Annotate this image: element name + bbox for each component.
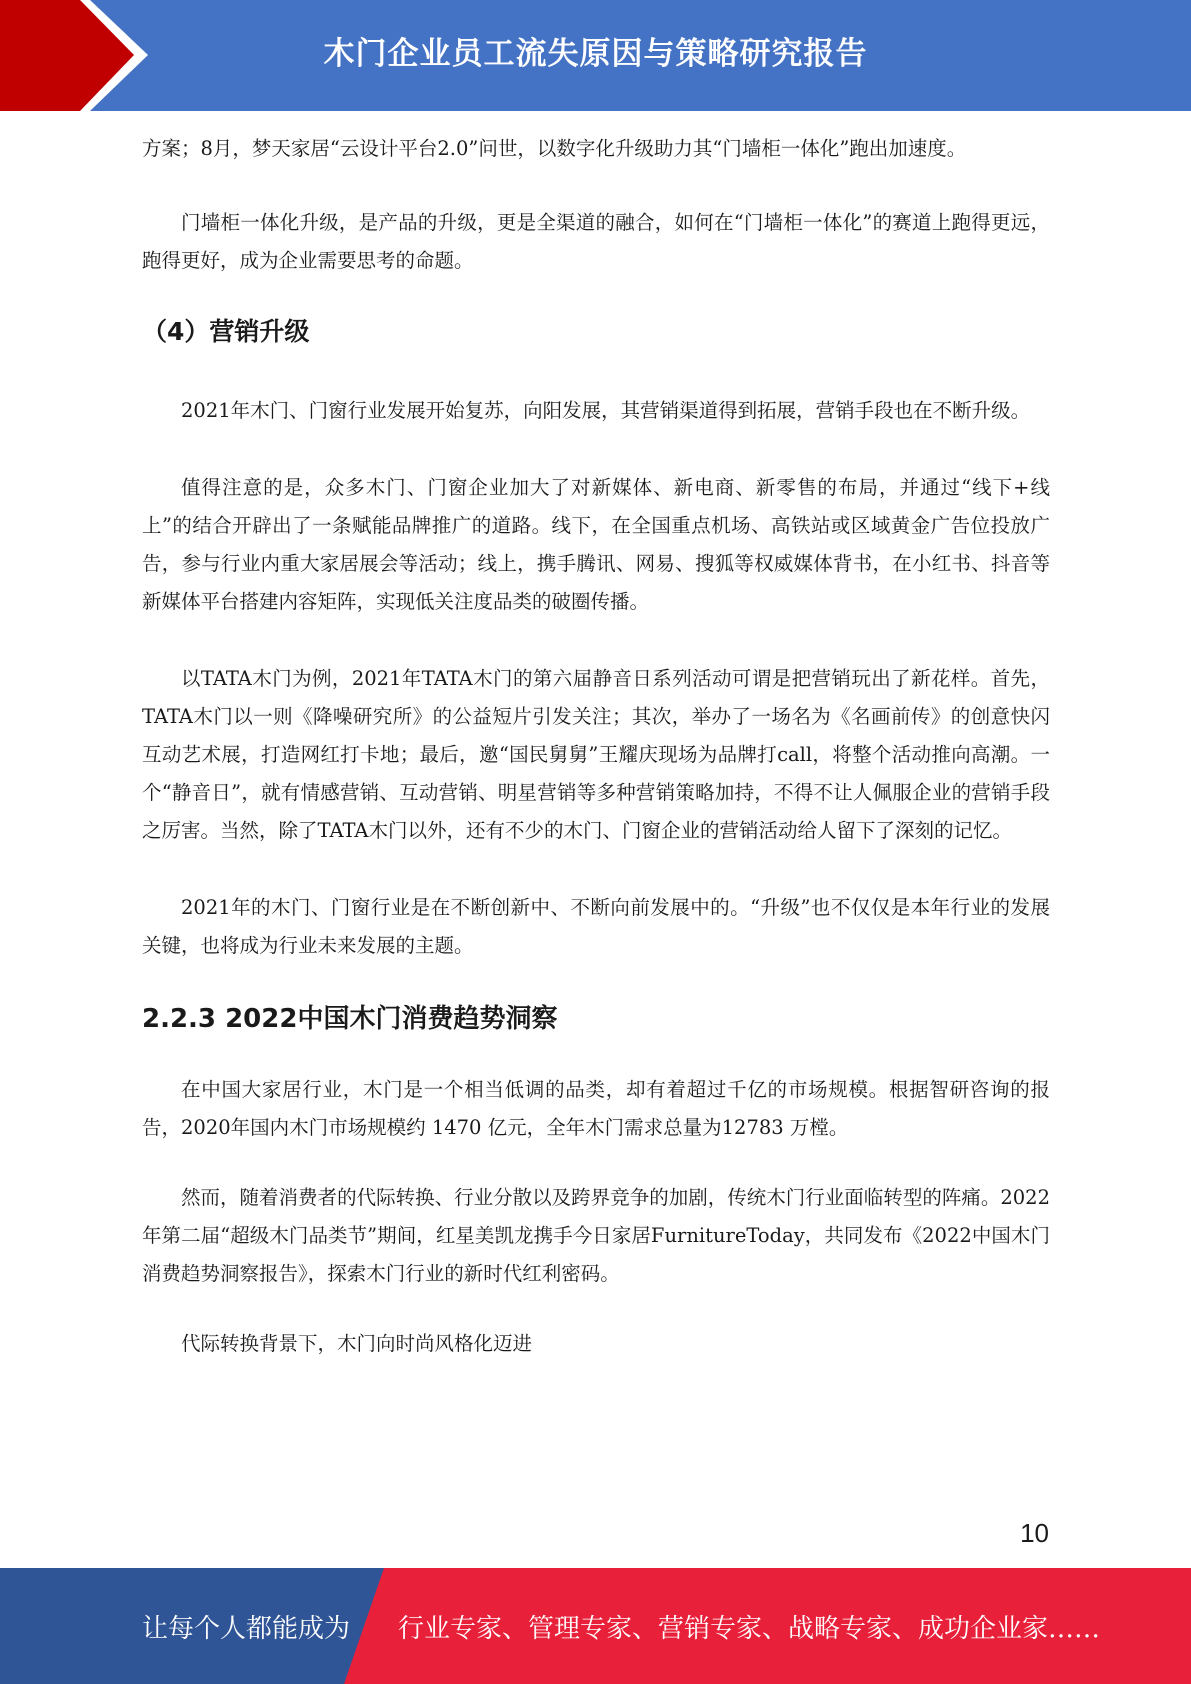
section-heading-trend: 2.2.3 2022中国木门消费趋势洞察 [142, 1004, 558, 1034]
paragraph: 代际转换背景下，木门向时尚风格化迈进 [181, 1332, 533, 1355]
page-body [142, 130, 1050, 1402]
footer-slogan-left: 让每个人都能成为 [142, 1613, 351, 1644]
footer-slogan-right: 行业专家、管理专家、营销专家、战略专家、成功企业家…… [398, 1613, 1101, 1644]
page-header [0, 0, 1191, 111]
paragraph: 2021年木门、门窗行业发展开始复苏，向阳发展，其营销渠道得到拓展，营销手段也在不断升级。 [181, 399, 1031, 422]
paragraph: 值得注意的是，众多木门、门窗企业加大了对新媒体、新电商、新零售的布局，并通过“线下+线上”的结合开辟出了一条赋能品牌推广的道路。线下，在全国重点机场、高铁站或区域黄金广告位投放广告，参与行业内重大家居展会等活动；线上，携手腾讯、网易、搜狐等权威媒体背书，在小红书、抖音等新媒体平台搭建内容矩阵，实现低关注度品类的破圈传播。 [142, 476, 1050, 613]
paragraph: 以TATA木门为例，2021年TATA木门的第六届静音日系列活动可谓是把营销玩出了新花样。首先，TATA木门以一则《降噪研究所》的公益短片引发关注；其次，举办了一场名为《名画前传》的创意快闪互动艺术展，打造网红打卡地；最后，邀“国民舅舅”王耀庆现场为品牌打call，将整个活动推向高潮。一个“静音日”，就有情感营销、互动营销、明星营销等多种营销策略加持，不得不让人佩服企业的营销手段之厉害。当然，除了TATA木门以外，还有不少的木门、门窗企业的营销活动给人留下了深刻的记忆。 [142, 667, 1050, 842]
page-number: 10 [1020, 1518, 1049, 1548]
section-heading-marketing: （4）营销升级 [142, 317, 310, 346]
paragraph: 在中国大家居行业，木门是一个相当低调的品类，却有着超过千亿的市场规模。根据智研咨询的报告，2020年国内木门市场规模约 1470 亿元，全年木门需求总量为12783 万樘。 [142, 1078, 1050, 1139]
paragraph: 然而，随着消费者的代际转换、行业分散以及跨界竞争的加剧，传统木门行业面临转型的阵痛。2022年第二届“超级木门品类节”期间，红星美凯龙携手今日家居FurnitureToday，共同发布《2022中国木门消费趋势洞察报告》，探索木门行业的新时代红利密码。 [142, 1186, 1050, 1285]
report-title: 木门企业员工流失原因与策略研究报告 [323, 35, 868, 72]
paragraph: 2021年的木门、门窗行业是在不断创新中、不断向前发展中的。“升级”也不仅仅是本年行业的发展关键，也将成为行业未来发展的主题。 [142, 896, 1050, 957]
paragraph: 门墙柜一体化升级，是产品的升级，更是全渠道的融合，如何在“门墙柜一体化”的赛道上跑得更远，跑得更好，成为企业需要思考的命题。 [142, 211, 1050, 272]
page-footer [0, 1568, 1191, 1684]
paragraph: 方案；8月，梦天家居“云设计平台2.0”问世，以数字化升级助力其“门墙柜一体化”跑出加速度。 [142, 137, 967, 160]
